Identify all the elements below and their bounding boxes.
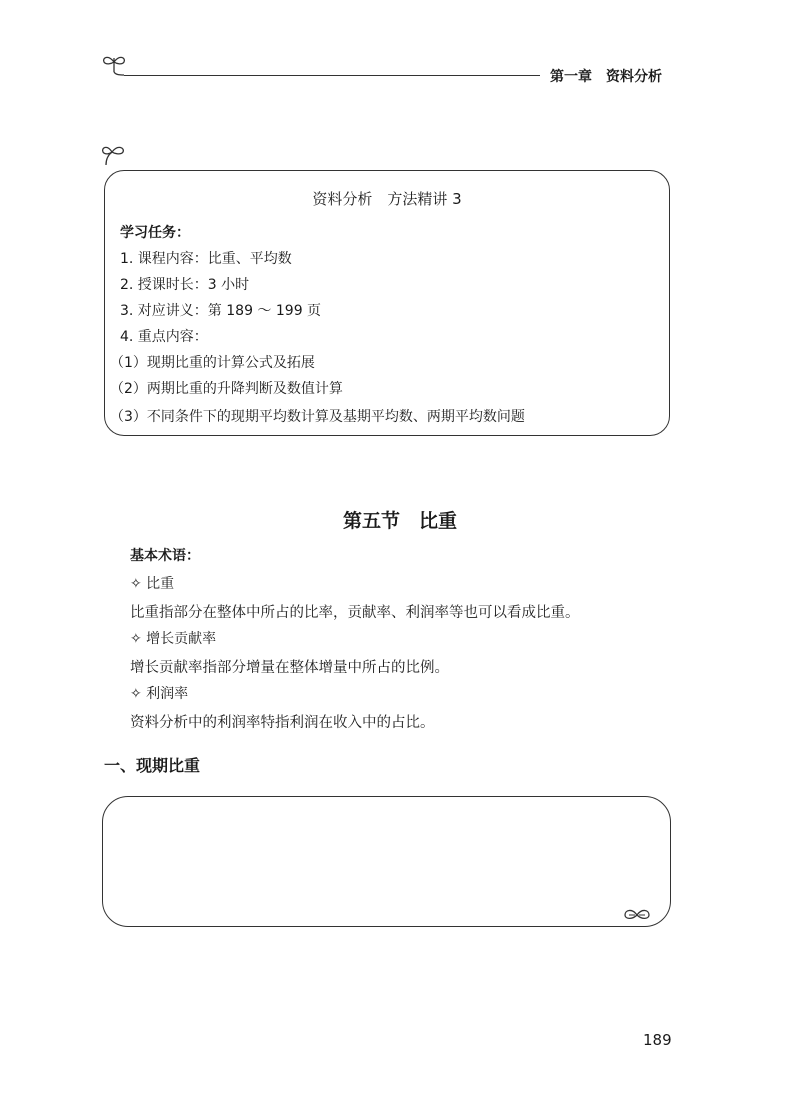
note-box (102, 796, 671, 927)
term-description: 比重指部分在整体中所占的比率，贡献率、利润率等也可以看成比重。 (130, 605, 580, 621)
task-item: （1）现期比重的计算公式及拓展 (110, 355, 315, 371)
leaf-pair-icon (622, 905, 652, 925)
term-name: ✧ 增长贡献率 (130, 631, 217, 647)
header-rule (124, 75, 540, 76)
page-number: 189 (643, 1031, 672, 1049)
task-box-title: 资料分析 方法精讲 3 (312, 190, 462, 208)
task-item: 3. 对应讲义：第 189 ～ 199 页 (120, 303, 322, 319)
chapter-title: 第一章 资料分析 (550, 69, 662, 85)
task-item: 1. 课程内容：比重、平均数 (120, 251, 292, 267)
term-name: ✧ 利润率 (130, 686, 189, 702)
task-item: （3）不同条件下的现期平均数计算及基期平均数、两期平均数问题 (110, 409, 525, 425)
task-item: 4. 重点内容： (120, 329, 208, 345)
sprout-icon (100, 50, 128, 76)
term-description: 资料分析中的利润率特指利润在收入中的占比。 (130, 715, 435, 731)
section-title: 第五节 比重 (342, 510, 457, 532)
term-name: ✧ 比重 (130, 576, 175, 592)
task-heading: 学习任务： (120, 225, 190, 241)
task-item: （2）两期比重的升降判断及数值计算 (110, 381, 343, 397)
term-description: 增长贡献率指部分增量在整体增量中所占的比例。 (130, 660, 449, 676)
task-item: 2. 授课时长：3 小时 (120, 277, 250, 293)
sprout-icon (100, 141, 128, 167)
terms-heading: 基本术语： (130, 548, 200, 564)
subsection-title: 一、现期比重 (104, 756, 201, 775)
